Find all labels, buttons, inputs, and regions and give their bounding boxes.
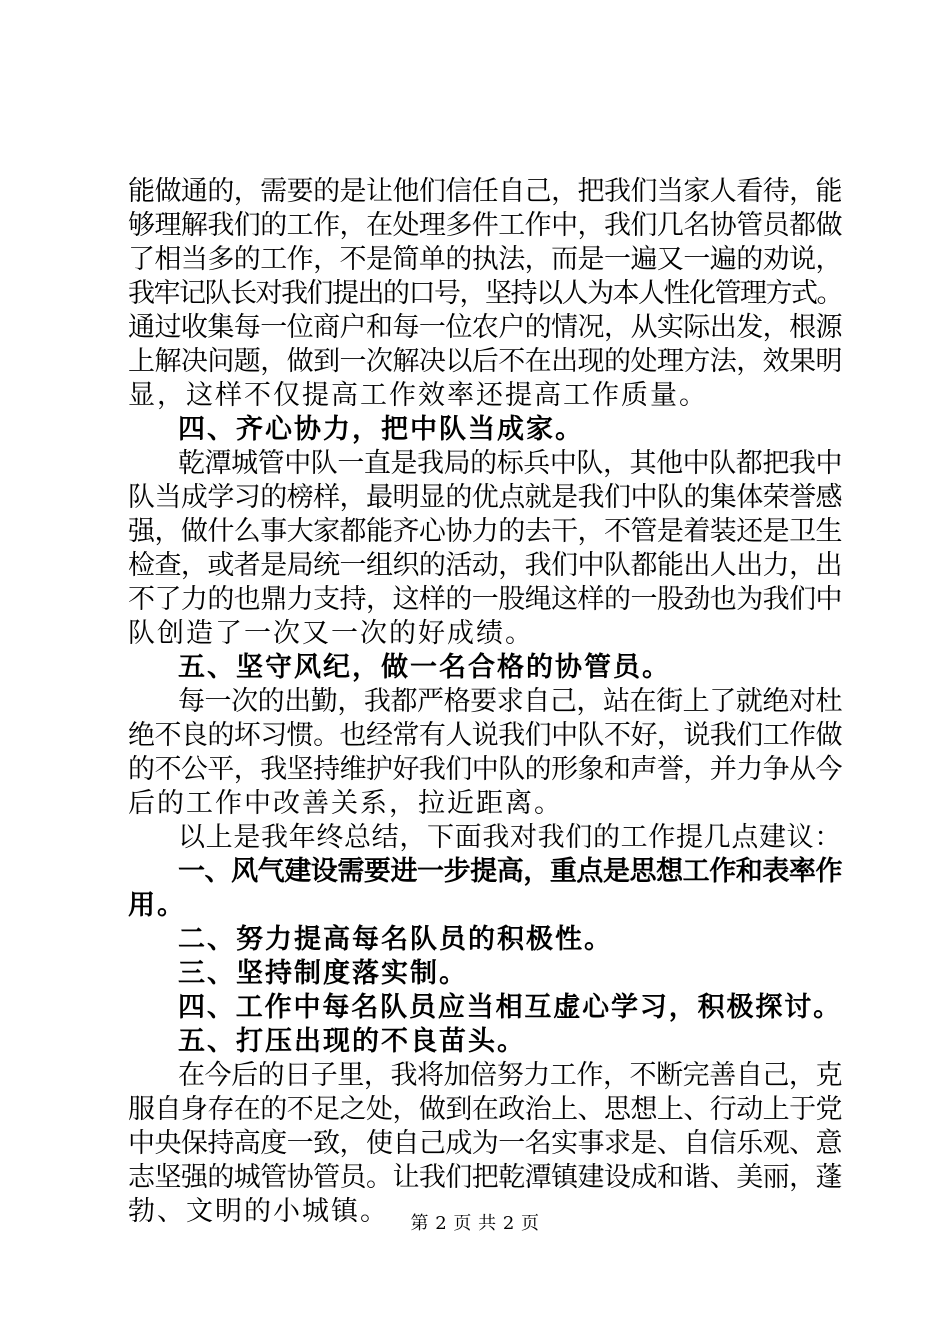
body-line: 通过收集每一位商户和每一位农户的情况，从实际出发，根源	[128, 312, 842, 343]
body-line: 中央保持高度一致，使自己成为一名实事求是、自信乐观、意	[128, 1128, 842, 1159]
suggestion-item: 一、风气建设需要进一步提高，重点是思想工作和表率作	[178, 856, 842, 887]
body-line: 能做通的，需要的是让他们信任自己，把我们当家人看待，能	[128, 176, 842, 207]
suggestion-item: 五、打压出现的不良苗头。	[178, 1026, 526, 1057]
section-heading: 四、齐心协力，把中队当成家。	[178, 414, 584, 445]
suggestion-item: 四、工作中每名队员应当相互虚心学习，积极探讨。	[178, 992, 842, 1023]
body-line: 乾潭城管中队一直是我局的标兵中队，其他中队都把我中	[178, 448, 842, 479]
body-line: 绝不良的坏习惯。也经常有人说我们中队不好，说我们工作做	[128, 720, 842, 751]
body-line: 后的工作中改善关系，拉近距离。	[128, 788, 563, 819]
page-footer: 第 2 页 共 2 页	[410, 1213, 540, 1234]
section-heading: 五、坚守风纪，做一名合格的协管员。	[178, 652, 671, 683]
body-line: 志坚强的城管协管员。让我们把乾潭镇建设成和谐、美丽，蓬	[128, 1162, 842, 1193]
body-line: 我牢记队长对我们提出的口号，坚持以人为本人性化管理方式。	[128, 278, 842, 309]
body-line: 了相当多的工作，不是简单的执法，而是一遍又一遍的劝说，	[128, 244, 842, 275]
suggestion-item-continued: 用。	[128, 890, 186, 921]
body-line: 在今后的日子里，我将加倍努力工作，不断完善自己，克	[178, 1060, 842, 1091]
body-line: 每一次的出勤，我都严格要求自己，站在街上了就绝对杜	[178, 686, 842, 717]
body-line: 勃、文明的小城镇。	[128, 1196, 389, 1227]
body-line: 的不公平，我坚持维护好我们中队的形象和声誉，并力争从今	[128, 754, 842, 785]
body-line: 显，这样不仅提高工作效率还提高工作质量。	[128, 380, 708, 411]
body-line: 以上是我年终总结，下面我对我们的工作提几点建议：	[178, 822, 842, 853]
body-line: 强，做什么事大家都能齐心协力的去干，不管是着装还是卫生	[128, 516, 842, 547]
suggestion-item: 三、坚持制度落实制。	[178, 958, 468, 989]
body-line: 够理解我们的工作，在处理多件工作中，我们几名协管员都做	[128, 210, 842, 241]
body-line: 服自身存在的不足之处，做到在政治上、思想上、行动上于党	[128, 1094, 842, 1125]
body-line: 队当成学习的榜样，最明显的优点就是我们中队的集体荣誉感	[128, 482, 842, 513]
suggestion-item: 二、努力提高每名队员的积极性。	[178, 924, 613, 955]
body-line: 队创造了一次又一次的好成绩。	[128, 618, 534, 649]
body-line: 检查，或者是局统一组织的活动，我们中队都能出人出力，出	[128, 550, 842, 581]
body-line: 上解决问题，做到一次解决以后不在出现的处理方法，效果明	[128, 346, 842, 377]
body-line: 不了力的也鼎力支持，这样的一股绳这样的一股劲也为我们中	[128, 584, 842, 615]
